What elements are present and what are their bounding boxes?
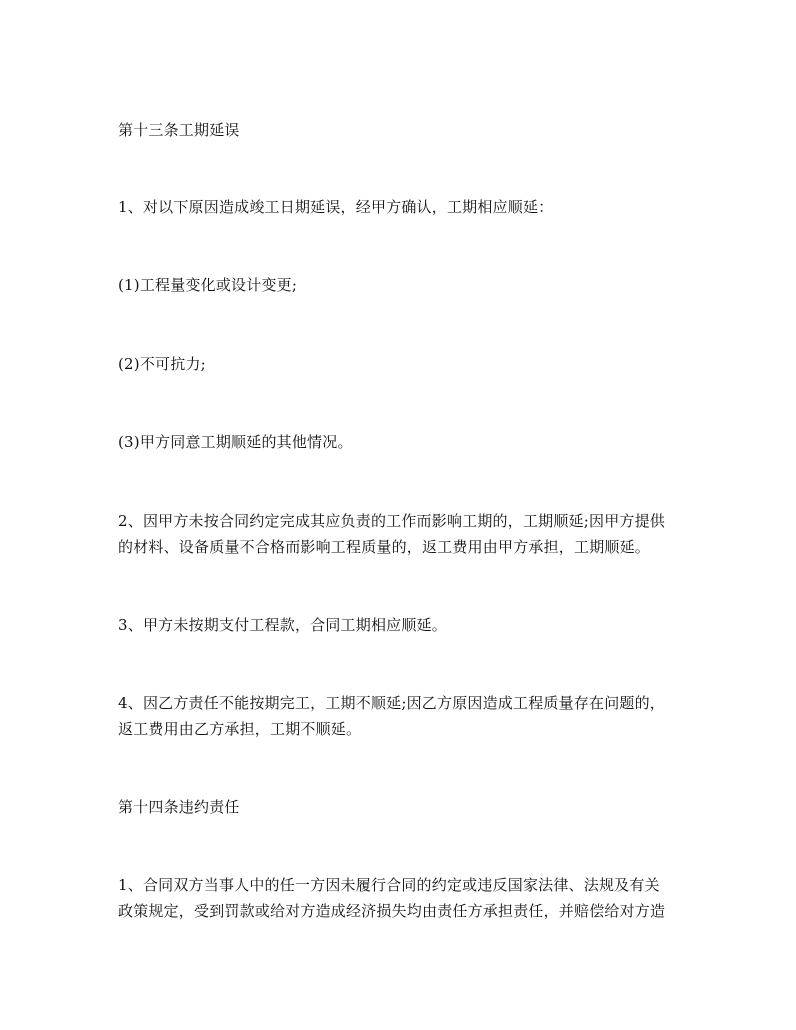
- s13-paragraph-3: 3、甲方未按期支付工程款，合同工期相应顺延。: [118, 616, 447, 634]
- s13-paragraph-1: 1、对以下原因造成竣工日期延误，经甲方确认，工期相应顺延：: [118, 198, 554, 216]
- s13-paragraph-4: [118, 690, 688, 742]
- s13-item-2: (2)不可抗力;: [118, 355, 206, 373]
- s14-paragraph-1-line-1: 1、合同双方当事人中的任一方因未履行合同的约定或违反国家法律、法规及有关: [118, 876, 660, 894]
- s13-paragraph-2-line-1: 2、因甲方未按合同约定完成其应负责的工作而影响工期的，工期顺延;因甲方提供: [118, 512, 666, 530]
- s13-paragraph-4-line-2: 返工费用由乙方承担，工期不顺延。: [118, 720, 362, 738]
- section-13-title: 第十三条工期延误: [118, 121, 240, 139]
- s14-paragraph-1: [118, 872, 688, 924]
- s13-item-1: (1)工程量变化或设计变更;: [118, 276, 298, 294]
- s13-paragraph-2: [118, 508, 688, 560]
- s13-paragraph-4-line-1: 4、因乙方责任不能按期完工，工期不顺延;因乙方原因造成工程质量存在问题的，: [118, 694, 666, 712]
- s13-paragraph-2-line-2: 的材料、设备质量不合格而影响工程质量的，返工费用由甲方承担，工期顺延。: [118, 538, 651, 556]
- s13-item-3: (3)甲方同意工期顺延的其他情况。: [118, 433, 353, 451]
- section-14-title: 第十四条违约责任: [118, 798, 240, 816]
- s14-paragraph-1-line-2: 政策规定，受到罚款或给对方造成经济损失均由责任方承担责任，并赔偿给对方造: [118, 902, 666, 920]
